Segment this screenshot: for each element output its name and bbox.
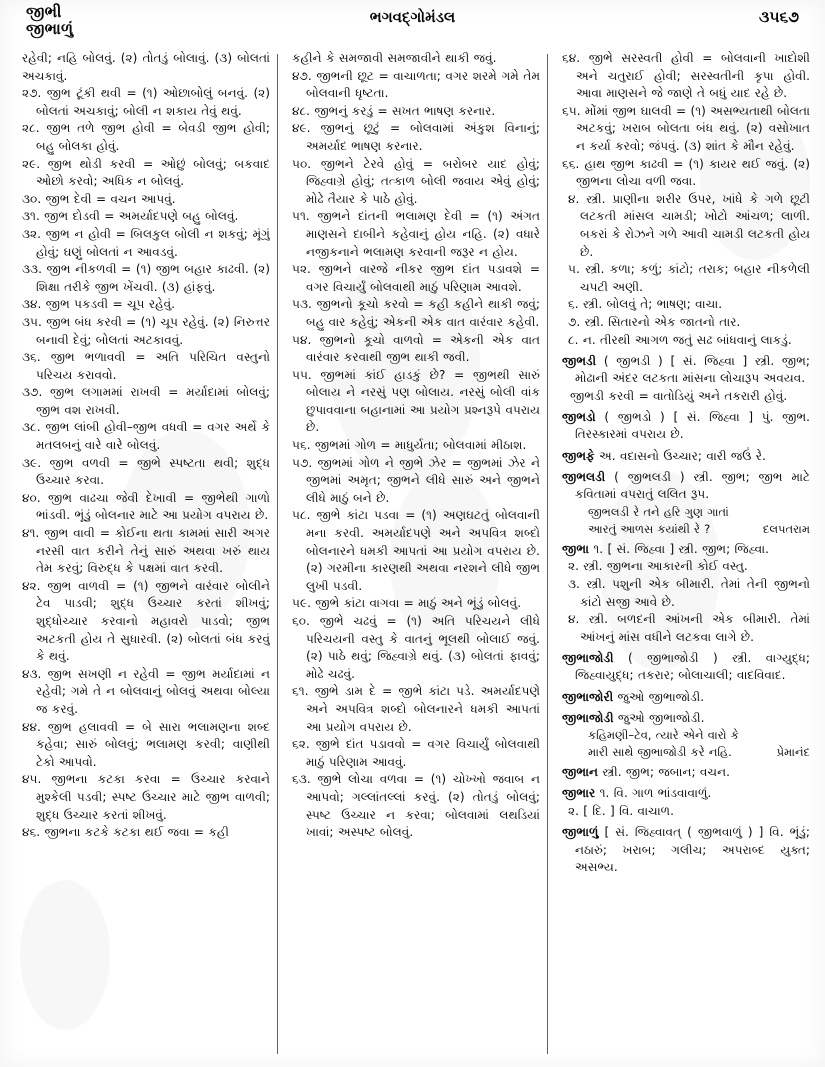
entry-definition: અ. વદાસનો ઉચ્ચાર; વારી જઉં રે. <box>594 448 766 463</box>
entry-definition: જુઓ જીભાજોડી. <box>613 689 705 704</box>
column-divider <box>547 54 548 1054</box>
numbered-sense: ૪. સ્ત્રી. પ્રાણીના શરીર ઉપર, ખાંધે કે ગળે છૂટી લટકતી માંસલ ચામડી; ખોટો આંચળ; લાળી. બકરાં કે રોઝને ગળે આવી ચામડી લટકતી હોય છે. <box>568 191 810 259</box>
numbered-sense: ૫. સ્ત્રી. કળા; કળું; કાંટો; તરાક; બહાર નીકળેલી ચપટી અણી. <box>568 262 810 294</box>
idiom-entry: ૩૧. જીભ દોડવી = અમર્યાદપણે બહુ બોલવું. <box>22 209 239 224</box>
idiom-entry: ૩૯. જીભ વળવી = જીભે સ્પષ્ટતા થવી; શુદ્ધ ઉચ્ચાર કરવા. <box>22 455 270 488</box>
idiom-entry: ૨૭. જીભ ટૂંકી થવી = (૧) ઓછાબોલું બનવું. (૨) બોલતાં અચકાવું; બોલી ન શકાય તેવું થવું. <box>22 86 270 118</box>
sub-entry: જીભડી કરવી = વાતોડિયું અને તકરારી હોવું. <box>570 388 788 403</box>
idiom-entry: ૫૭. જીભમાં ગોળ ને જીભે ઝેર = જીભમાં ઝેર ને જીભમાં અમૃત; જીભને લીધે સારું અને જીભને લીધે માઠું બને છે. <box>292 455 540 505</box>
verse-quotation <box>562 504 810 521</box>
idiom-entry: ૫૫. જીભમાં કાંઈ હાડકું છે? = જીભથી સારું બોલાય ને નરસું પણ બોલાય. નરસું બોલી વાંક છુપાવવાના બહાનામાં આ પ્રયોગ પ્રશ્નરૂપે વપરાય છે. <box>292 367 540 435</box>
dictionary-entry <box>562 710 810 728</box>
idiom-entry: ૫૬. જીભમાં ગોળ = માધુર્યતા; બોલવામાં મીઠાશ. <box>292 438 527 453</box>
entry-headword: જીભાજોરી <box>562 689 614 704</box>
idiom-entry: ૪૨. જીભ વાળવી = (૧) જીભને વારંવાર બોલીને ટેવ પાડવી; શુદ્ધ ઉચ્ચાર કરતાં શીખવું; શુદ્ધોચ્ચાર કરવાનો મહાવરો પાડવો; જીભ અટકતી હોય તે સુધારવી. (૨) બોલતાં બંધ કરવું કે થવું. <box>22 578 270 664</box>
idiom-entry: ૩૦. જીભ દેવી = વચન આપવું. <box>22 191 176 206</box>
guide-word-first: જીભી <box>26 3 62 21</box>
entry-definition: ૧. [ સં. જિહ્વા ] સ્ત્રી. જીભ; જિહ્વા. <box>588 541 769 556</box>
idiom-entry: ૪૩. જીભ સખણી ન રહેવી = જીભ મર્યાદામાં ન રહેવી; ગમે તે ન બોલવાનું બોલવું અથવા બોલ્યા જ કરવું. <box>22 666 270 716</box>
idiom-entry: ૩૭. જીભ લગામમાં રાખવી = મર્યાદામાં બોલવું; જીભ વશ રાખવી. <box>22 385 270 417</box>
idiom-entry: ૩૪. જીભ પકડવી = ચૂપ રહેવું. <box>22 297 176 312</box>
idiom-entry: ૩૮. જીભ લાંબી હોવી–જીભ વધવી = વગર અર્થે કે મતલબનું વારે વારે બોલવું. <box>22 420 270 453</box>
entry-definition: ( જીભલડી ) સ્ત્રી. જીભ; જીભ માટે કવિતામાં વપરાતું લલિત રૂપ. <box>575 469 810 502</box>
idiom-entry: ૫૮. જીભે કાંટા પડવા = (૧) અણઘટતું બોલવાની મના કરવી. અમર્યાદપણે અને અપવિત્ર શબ્દો બોલનારને ધમકી આપતાં આ પ્રયોગ વપરાય છે. (૨) ગરમીના કારણથી અથવા નરશને લીધે જીભ લુખી પડવી. <box>292 508 540 593</box>
idiom-entry: ૩૬. જીભ ભળાવવી = અતિ પરિચિત વસ્તુનો પરિચય કરાવવો. <box>22 350 270 382</box>
verse-quotation <box>562 744 810 761</box>
entry-headword: જીભા <box>562 541 589 556</box>
quotation-text: મારી સાથે જીભાજોડી કરે નહિ. <box>588 744 732 759</box>
column-divider <box>277 54 278 1054</box>
entry-headword: જીભફે <box>562 448 595 463</box>
idiom-entry: ૨૯. જીભ થોડી કરવી = ઓછું બોલવું; બકવાદ ઓછો કરવો; અધિક ન બોલવું. <box>22 156 270 189</box>
idiom-entry: ૩૫. જીભ બંધ કરવી = (૧) ચૂપ રહેવું. (૨) નિરુત્તર બનાવી દેવું; બોલતાં અટકાવવું. <box>22 314 270 347</box>
text-column-1 <box>22 50 270 1058</box>
dictionary-entry <box>562 824 810 877</box>
idiom-entry: ૬૨. જીભે દાંત પડાવવો = વગર વિચાર્યું બોલવાથી માઠું પરિણામ આવવું. <box>292 737 540 769</box>
idiom-entry: ૪૬. જીભના કટકે કટકા થઈ જવા = કહી <box>22 825 229 840</box>
entry-headword: જીભલડી <box>562 469 606 484</box>
quotation-text: જીભલડી રે તને હરિ ગુણ ગાતાં <box>588 504 729 519</box>
idiom-entry: ૫૨. જીભને વારજે નીકર જીભ દાંત પડાવશે = વગર વિચાર્યું બોલવાથી માઠું પરિણામ આવશે. <box>292 262 540 294</box>
text-column-2 <box>292 50 540 1058</box>
numbered-sense: ૮. ન. તીરથી આગળ જતું સઢ બાંધવાનું લાકડું. <box>568 332 792 347</box>
dictionary-entry <box>562 689 810 707</box>
verse-quotation <box>562 727 810 744</box>
idiom-entry: ૪૯. જીભનું છૂટું = બોલવામાં અંકુશ વિનાનું; અમર્યાદ ભાષણ કરનાર. <box>292 121 540 153</box>
dictionary-entry <box>562 409 810 444</box>
column-container <box>0 50 825 1060</box>
quotation-text: કહિમણી–ટેવ, ત્યારે એને વારો કે <box>588 728 739 743</box>
idiom-entry: ૪૮. જીભનું કરડું = સખત ભાષણ કરનાર. <box>292 103 496 118</box>
dictionary-title: ભગવદ્‌ગોમંડલ <box>369 8 456 26</box>
numbered-sense: ૭. સ્ત્રી. સિતારનો એક જાતનો તાર. <box>568 314 741 329</box>
idiom-entry: ૬૪. જીભે સરસ્વતી હોવી = બોલવાની ખાદોશી અને ચતુરાઈ હોવી; સરસ્વતીની કૃપા હોવી. આવા માણસને જે જાણે તે બધું યાદ રહે છે. <box>562 51 810 101</box>
entry-definition: ( જીભાજોડી ) સ્ત્રી. વાગ્યુદ્ધ; જિહ્વાયુદ્ધ; તકરાર; બોલાચાલી; વાદવિવાદ. <box>575 650 810 683</box>
numbered-sense: ૬. સ્ત્રી. બોલવું તે; ભાષણ; વાચા. <box>568 297 723 312</box>
idiom-entry: ૫૪. જીભનો કૂચો વાળવો = એકની એક વાત વારંવાર કરવાથી જીભ થાકી જવી. <box>292 332 540 365</box>
entry-definition: સ્ત્રી. જીભ; જબાન; વચન. <box>598 765 730 780</box>
entry-headword: જીભડો <box>562 409 596 424</box>
idiom-entry: ૪૭. જીભની છૂટ = વાચાળતા; વગર શરમે ગમે તેમ બોલવાની ધૃષ્ટતા. <box>292 68 540 101</box>
dictionary-entry <box>562 448 810 466</box>
numbered-sense: ૪. સ્ત્રી. બળદની આંખની એક બીમારી. તેમાં આંખનું માંસ વધીને લટકવા લાગે છે. <box>568 612 810 644</box>
idiom-entry: ૬૧. જીભે ડામ દે = જીભે કાંટા પડે. અમર્યાદપણે અને અપવિત્ર શબ્દો બોલનારને ધમકી આપતાં આ પ્રયોગ વપરાય છે. <box>292 684 540 734</box>
numbered-sense: ૨. સ્ત્રી. જીભના આકારની કોઈ વસ્તુ. <box>568 559 748 574</box>
entry-headword: જીભાન <box>562 765 598 780</box>
quotation-text: આરતું આળસ કયાંથી રે ? <box>588 521 711 536</box>
entry-headword: જીભાળું <box>562 824 599 839</box>
entry-definition: જુઓ જીભાજોડી. <box>613 710 705 725</box>
quotation-attribution: દલપતરામ <box>762 521 810 536</box>
idiom-entry: ૬૦. જીભે ચઢવું = (૧) અતિ પરિચયને લીધે પરિચયની વસ્તુ કે વાતનું ભૂલથી બોલાઈ જવું. (૨) પાઠે થવું; જિહ્વાગ્રે થવું. (૩) બોલતાં ફાવવું; મોઢે ચઢવું. <box>292 614 540 681</box>
verse-quotation <box>562 521 810 538</box>
dictionary-entry <box>562 650 810 685</box>
entry-headword: જીભાજોડી <box>562 650 614 665</box>
idiom-entry: ૪૧. જીભ વાવી = કોઈના થતા કામમાં સારી અગર નરસી વાત કરીને તેનું સારું અથવા ખરું થાય તેમ કરવું; વિરુદ્ધ કે પક્ષમાં વાત કરવી. <box>22 526 270 576</box>
idiom-entry: ૫૩. જીભનો કૂચો કરવો = કહી કહીને થાકી જવું; બહુ વાર કહેવું; એકની એક વાત વારંવાર કહેવી. <box>292 297 540 329</box>
entry-headword: જીભાજોડી <box>562 710 614 725</box>
dictionary-entry <box>562 764 810 782</box>
idiom-entry: ૫૦. જીભને ટેરવે હોવું = બરોબર યાદ હોવું; જિહ્વાગ્રે હોવું; તત્કાળ બોલી જવાય એવું હોવું; મોઢે તૈયાર કે પાઠે હોવું. <box>292 156 540 206</box>
page-header <box>0 0 825 52</box>
idiom-entry: ૩૩. જીભ નીકળવી = (૧) જીભ બહાર કાઢવી. (૨) શિક્ષા તરીકે જીભ ખેંચવી. (૩) હાંફવું. <box>22 262 270 294</box>
idiom-entry: ૪૫. જીભના કટકા કરવા = ઉચ્ચાર કરવાને મુશ્કેલી પડવી; સ્પષ્ટ ઉચ્ચાર માટે જીભ વાળવી; શુદ્ધ ઉચ્ચાર કરતાં શીખવું. <box>22 772 270 822</box>
continued-text: રહેવી; નહિ બોલવું. (૨) તોતડું બોલાવું. (૩) બોલતાં અચકાવું. <box>22 51 270 83</box>
entry-definition: [ સં. જિહ્વાવત્ ( જીભવાળું ) ] વિ. ભૂંડું; નઠારું; ખરાબ; ગલીચ; અપરાબ્દ યુક્ત; અસભ્ય. <box>575 824 810 875</box>
quotation-attribution: પ્રેમાનંદ <box>776 744 810 759</box>
numbered-sense: ૨. [ દિ. ] વિ. વાચાળ. <box>568 803 674 818</box>
entry-headword: જીભડી <box>562 353 597 368</box>
idiom-entry: ૨૮. જીભ તળે જીભ હોવી = બેવડી જીભ હોવી; બહુ બોલકા હોવું. <box>22 121 270 153</box>
numbered-sense: ૩. સ્ત્રી. પશુની એક બીમારી. તેમાં તેની જીભનો કાંટો સજી આવે છે. <box>568 576 810 609</box>
idiom-entry: ૬૫. મોંમાં જીભ ઘાલવી = (૧) અસભ્યતાથી બોલતા અટકવું; ખરાબ બોલતા બંધ થવું. (૨) વસોખાત ન કર્યા કરવો; જંપવું. (૩) શાંત કે મૌન રહેવું. <box>562 103 810 153</box>
entry-definition: ૧. વિ. ગાળ ભાંડવાવાળું. <box>595 786 712 801</box>
idiom-entry: ૬૩. જીભે લોચા વળવા = (૧) ચોખ્ખો જવાબ ન આપવો; ગલ્લાંતલ્લાં કરવું. (૨) તોતડું બોલવું; સ્પષ્ટ ઉચ્ચાર ન કરવા; બોલવામાં લથડિયાં ખાવાં; અસ્પષ્ટ બોલવું. <box>292 772 540 840</box>
continued-text: કહીને કે સમજાવી સમજાવીને થાકી જવું. <box>292 51 497 65</box>
dictionary-entry <box>562 541 810 559</box>
page-number: ૩૫૬૭ <box>759 8 799 26</box>
dictionary-entry <box>562 469 810 504</box>
text-column-3 <box>562 50 810 1058</box>
idiom-entry: ૪૦. જીભ વાઢચા જેવી દેખાવી = જીભેથી ગાળો ભાંડવી. ભૂંડું બોલનાર માટે આ પ્રયોગ વપરાય છે. <box>22 490 270 523</box>
idiom-entry: ૬૬. હાથ જીભ કાઢવી = (૧) કાયર થઈ જવું. (૨) જીભના લોચા વળી જવા. <box>562 156 810 189</box>
entry-definition: ( જીભડો ) [ સં. જિહ્વા ] પું. જીભ. તિરસ્કારમાં વપરાય છે. <box>575 409 810 442</box>
entry-definition: ( જીભડી ) [ સં. જિહ્વા ] સ્ત્રી. જીભ; મોઢાની અંદર લટકતા માંસના લોચારૂપ અવયવ. <box>575 353 810 386</box>
dictionary-entry <box>562 785 810 803</box>
idiom-entry: ૫૯. જીભે કાંટા વાગવા = માઠું અને ભૂંડું બોલવું. <box>292 596 522 611</box>
dictionary-entry <box>562 353 810 388</box>
entry-headword: જીભાર <box>562 786 596 801</box>
idiom-entry: ૪૪. જીભ હલાવવી = બે સારા ભલામણના શબ્દ કહેવા; સારું બોલવું; ભલામણ કરવી; વાણીથી ટેકો આપવો. <box>22 719 270 769</box>
guide-word-last: જીભાળું <box>26 20 74 39</box>
idiom-entry: ૫૧. જીભને દાંતની ભલામણ દેવી = (૧) અંગત માણસને દાબીને કહેવાનું હોય નહિ. (૨) વધારે નજીકનાને ભલામણ કરવાની જરૂર ન હોય. <box>292 209 540 259</box>
idiom-entry: ૩૨. જીભ ન હોવી = બિલકુલ બોલી ન શકવું; મૂંગું હોવું; ઘણું બોલતાં ન આવડવું. <box>22 226 270 259</box>
